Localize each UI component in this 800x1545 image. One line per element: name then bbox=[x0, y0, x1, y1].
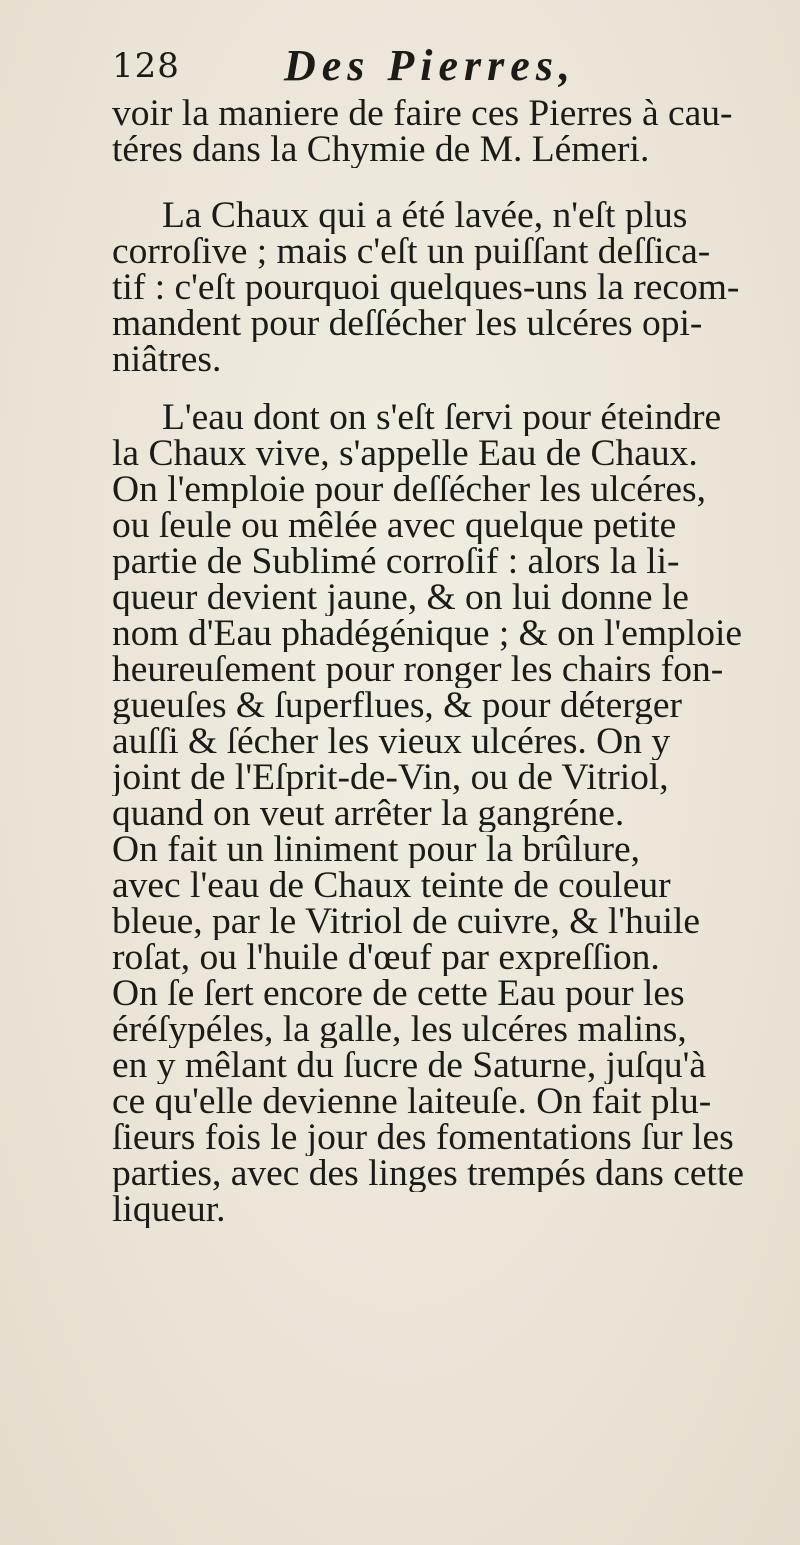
page-number: 128 bbox=[112, 46, 180, 86]
text-line: éréſypéles, la galle, les ulcéres malins, bbox=[112, 1012, 687, 1048]
text-line: ſieurs fois le jour des fomentations ſur les bbox=[112, 1120, 734, 1156]
text-line: On l'emploie pour deſſécher les ulcéres, bbox=[112, 472, 707, 508]
text-line: On fait un liniment pour la brûlure, bbox=[112, 832, 641, 868]
text-line: téres dans la Chymie de M. Lémeri. bbox=[112, 132, 650, 168]
text-line: gueuſes & ſuperflues, & pour déterger bbox=[112, 688, 682, 724]
text-line: ce qu'elle devienne laiteuſe. On fait plu- bbox=[112, 1084, 712, 1120]
running-head: Des Pierres, bbox=[284, 41, 576, 90]
text-line: la Chaux vive, s'appelle Eau de Chaux. bbox=[112, 436, 698, 472]
text-line: ou ſeule ou mêlée avec quelque petite bbox=[112, 508, 677, 544]
text-line: avec l'eau de Chaux teinte de couleur bbox=[112, 868, 671, 904]
body-text bbox=[112, 96, 772, 1250]
text-line: voir la maniere de faire ces Pierres à cau- bbox=[112, 96, 733, 132]
text-line: bleue, par le Vitriol de cuivre, & l'huile bbox=[112, 904, 701, 940]
text-line: quand on veut arrêter la gangréne. bbox=[112, 796, 625, 832]
text-line: niâtres. bbox=[112, 342, 222, 378]
paragraph bbox=[112, 198, 772, 378]
text-line: parties, avec des linges trempés dans cette bbox=[112, 1156, 745, 1192]
text-line: queur devient jaune, & on lui donne le bbox=[112, 580, 689, 616]
text-line: On ſe ſert encore de cette Eau pour les bbox=[112, 976, 685, 1012]
text-line: corroſive ; mais c'eſt un puiſſant deſſica- bbox=[112, 234, 711, 270]
paragraph bbox=[112, 96, 772, 168]
text-line: tif : c'eſt pourquoi quelques-uns la recom- bbox=[112, 270, 740, 306]
text-line: mandent pour deſſécher les ulcéres opi- bbox=[112, 306, 703, 342]
text-line: La Chaux qui a été lavée, n'eſt plus bbox=[162, 198, 688, 234]
text-line: heureuſement pour ronger les chairs fon- bbox=[112, 652, 724, 688]
text-line: roſat, ou l'huile d'œuf par expreſſion. bbox=[112, 940, 660, 976]
text-line: liqueur. bbox=[112, 1192, 226, 1228]
text-line: partie de Sublimé corroſif : alors la li- bbox=[112, 544, 680, 580]
text-line: auſſi & ſécher les vieux ulcéres. On y bbox=[112, 724, 671, 760]
text-line: en y mêlant du ſucre de Saturne, juſqu'à bbox=[112, 1048, 707, 1084]
text-line: nom d'Eau phadégénique ; & on l'emploie bbox=[112, 616, 743, 652]
paragraph bbox=[112, 400, 772, 1228]
text-line: L'eau dont on s'eſt ſervi pour éteindre bbox=[162, 400, 722, 436]
text-line: joint de l'Eſprit-de-Vin, ou de Vitriol, bbox=[112, 760, 669, 796]
page-header bbox=[112, 40, 740, 100]
